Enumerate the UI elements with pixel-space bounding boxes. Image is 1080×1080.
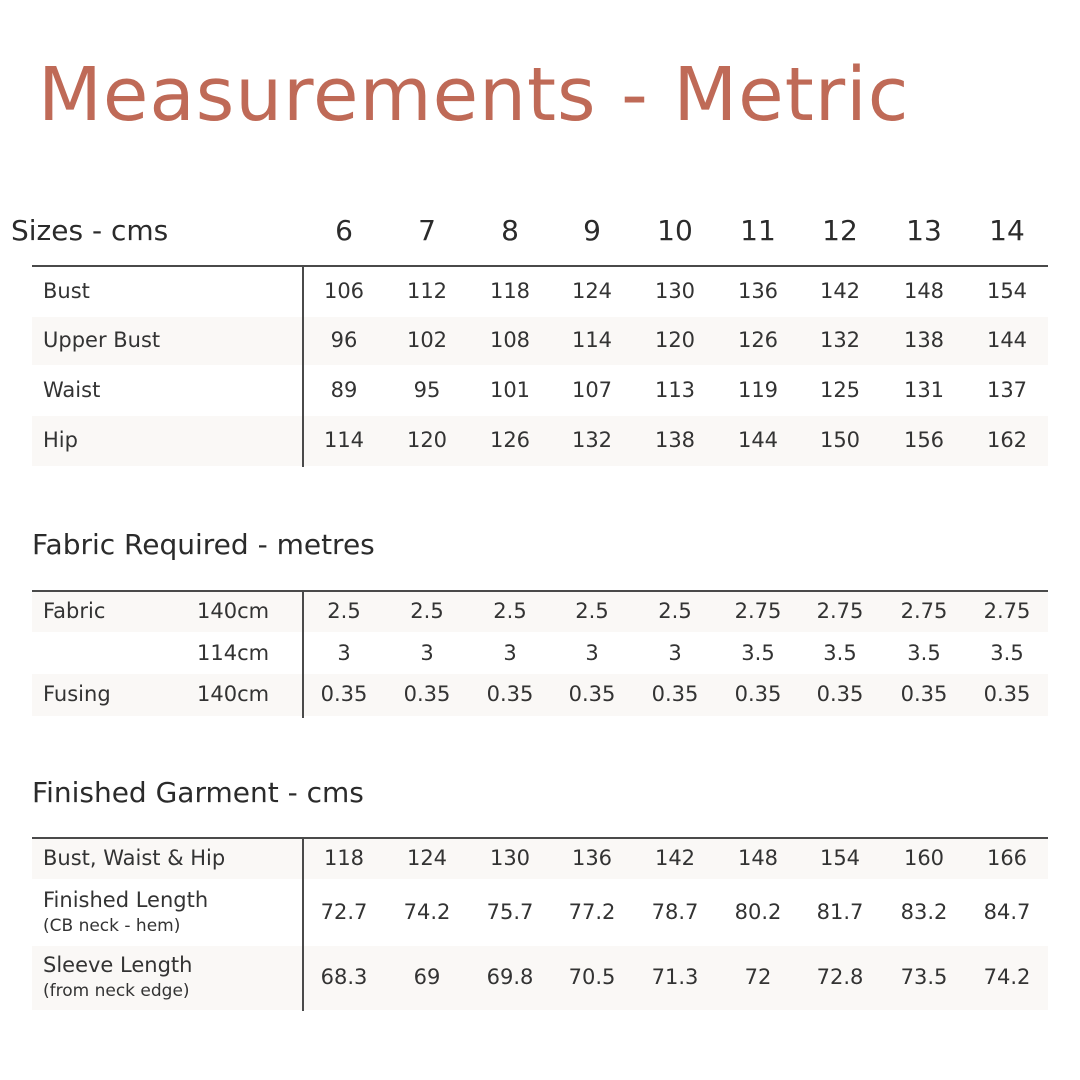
table-cell: 148 (737, 846, 779, 870)
table-cell: 118 (489, 278, 531, 303)
table-cell: 73.5 (900, 965, 948, 989)
table-cell: 96 (330, 328, 358, 352)
table-cell: 142 (819, 278, 861, 303)
page-title: Measurements - Metric (38, 52, 910, 138)
table-cell: 2.5 (327, 599, 361, 623)
table-cell: 148 (903, 278, 945, 303)
table-cell: 101 (489, 377, 531, 402)
row-label: Fusing (43, 682, 111, 706)
table-cell: 78.7 (651, 899, 699, 924)
row-unit: 114cm (197, 641, 270, 665)
table-cell: 74.2 (983, 965, 1031, 989)
column-divider (302, 839, 304, 1011)
row-sublabel: (CB neck - hem) (43, 916, 181, 936)
table-cell: 138 (903, 328, 945, 352)
size-header-cell: 14 (989, 214, 1025, 247)
table-cell: 3.5 (823, 641, 857, 665)
table-cell: 2.75 (816, 599, 864, 623)
table-cell: 95 (413, 377, 441, 402)
table-row (32, 881, 1048, 944)
table-cell: 2.75 (900, 599, 948, 623)
table-row (32, 634, 1048, 674)
size-header-cell: 13 (906, 214, 942, 247)
table-cell: 130 (654, 278, 696, 303)
table-cell: 162 (986, 428, 1028, 452)
table-cell: 3.5 (907, 641, 941, 665)
table-row (32, 946, 1048, 1010)
table-cell: 2.75 (734, 599, 782, 623)
table-cell: 132 (571, 428, 613, 452)
table-cell: 2.75 (983, 599, 1031, 623)
table-cell: 131 (903, 377, 945, 402)
table-row (32, 365, 1048, 416)
table-cell: 0.35 (320, 682, 368, 706)
table-cell: 124 (571, 278, 613, 303)
row-label: Finished Length (43, 888, 209, 912)
table-cell: 89 (330, 377, 358, 402)
table-cell: 136 (737, 278, 779, 303)
row-unit: 140cm (197, 599, 270, 623)
column-divider (302, 267, 304, 467)
table-cell: 3.5 (741, 641, 775, 665)
table-cell: 0.35 (900, 682, 948, 706)
table-row (32, 267, 1048, 316)
table-cell: 166 (986, 846, 1028, 870)
table-cell: 137 (986, 377, 1028, 402)
table-cell: 144 (986, 328, 1028, 352)
table-cell: 71.3 (651, 965, 699, 989)
table-cell: 138 (654, 428, 696, 452)
table-cell: 102 (406, 328, 448, 352)
table-cell: 130 (489, 846, 531, 870)
table-cell: 3 (420, 641, 434, 665)
table-cell: 142 (654, 846, 696, 870)
table-row (32, 839, 1048, 879)
row-label: Bust, Waist & Hip (43, 846, 226, 870)
table-cell: 3 (337, 641, 351, 665)
table-cell: 68.3 (320, 965, 368, 989)
table-cell: 72.7 (320, 899, 368, 924)
size-header-cell: 8 (501, 214, 519, 247)
table-cell: 112 (406, 278, 448, 303)
table-cell: 126 (489, 428, 531, 452)
table-cell: 3 (668, 641, 682, 665)
row-unit: 140cm (197, 682, 270, 706)
table-cell: 75.7 (486, 899, 534, 924)
table-cell: 0.35 (651, 682, 699, 706)
table-cell: 2.5 (658, 599, 692, 623)
table-cell: 0.35 (403, 682, 451, 706)
size-header-cell: 6 (335, 214, 353, 247)
table-cell: 72.8 (816, 965, 864, 989)
table-cell: 108 (489, 328, 531, 352)
table-cell: 0.35 (486, 682, 534, 706)
table-cell: 154 (819, 846, 861, 870)
table-cell: 84.7 (983, 899, 1031, 924)
table-cell: 3.5 (990, 641, 1024, 665)
table-cell: 80.2 (734, 899, 782, 924)
table-cell: 74.2 (403, 899, 451, 924)
size-header-cell: 12 (822, 214, 858, 247)
table-cell: 107 (571, 377, 613, 402)
table-cell: 132 (819, 328, 861, 352)
row-label: Waist (43, 377, 101, 402)
table-cell: 125 (819, 377, 861, 402)
table-cell: 69 (413, 965, 441, 989)
size-header-cell: 9 (583, 214, 601, 247)
table-cell: 2.5 (493, 599, 527, 623)
table-cell: 3 (503, 641, 517, 665)
table-cell: 69.8 (486, 965, 534, 989)
table-cell: 0.35 (734, 682, 782, 706)
table-row (32, 416, 1048, 466)
table-cell: 154 (986, 278, 1028, 303)
table-cell: 2.5 (575, 599, 609, 623)
table-cell: 72 (744, 965, 772, 989)
size-header-cell: 11 (740, 214, 776, 247)
row-label: Hip (43, 428, 78, 452)
table-cell: 118 (323, 846, 365, 870)
size-header-cell: 7 (418, 214, 436, 247)
table-cell: 160 (903, 846, 945, 870)
table-cell: 0.35 (983, 682, 1031, 706)
row-label: Sleeve Length (43, 953, 193, 977)
table-cell: 77.2 (568, 899, 616, 924)
table-row (32, 592, 1048, 632)
table-cell: 124 (406, 846, 448, 870)
table-row (32, 674, 1048, 716)
table-row (32, 317, 1048, 365)
table-cell: 106 (323, 278, 365, 303)
table-cell: 114 (323, 428, 365, 452)
table-cell: 0.35 (568, 682, 616, 706)
table-cell: 0.35 (816, 682, 864, 706)
table-cell: 156 (903, 428, 945, 452)
table-cell: 83.2 (900, 899, 948, 924)
fabric-heading: Fabric Required - metres (32, 528, 375, 561)
sizes-header-label: Sizes - cms (11, 214, 169, 247)
table-cell: 81.7 (816, 899, 864, 924)
row-label: Fabric (43, 599, 106, 623)
row-sublabel: (from neck edge) (43, 981, 190, 1001)
row-label: Bust (43, 278, 90, 303)
table-cell: 2.5 (410, 599, 444, 623)
table-cell: 70.5 (568, 965, 616, 989)
table-cell: 3 (585, 641, 599, 665)
size-header-cell: 10 (657, 214, 693, 247)
garment-heading: Finished Garment - cms (32, 776, 364, 809)
table-cell: 114 (571, 328, 613, 352)
table-cell: 136 (571, 846, 613, 870)
table-cell: 113 (654, 377, 696, 402)
row-label: Upper Bust (43, 328, 161, 352)
table-cell: 126 (737, 328, 779, 352)
table-cell: 119 (737, 377, 779, 402)
table-cell: 144 (737, 428, 779, 452)
table-cell: 120 (654, 328, 696, 352)
column-divider (302, 592, 304, 718)
table-cell: 150 (819, 428, 861, 452)
table-cell: 120 (406, 428, 448, 452)
